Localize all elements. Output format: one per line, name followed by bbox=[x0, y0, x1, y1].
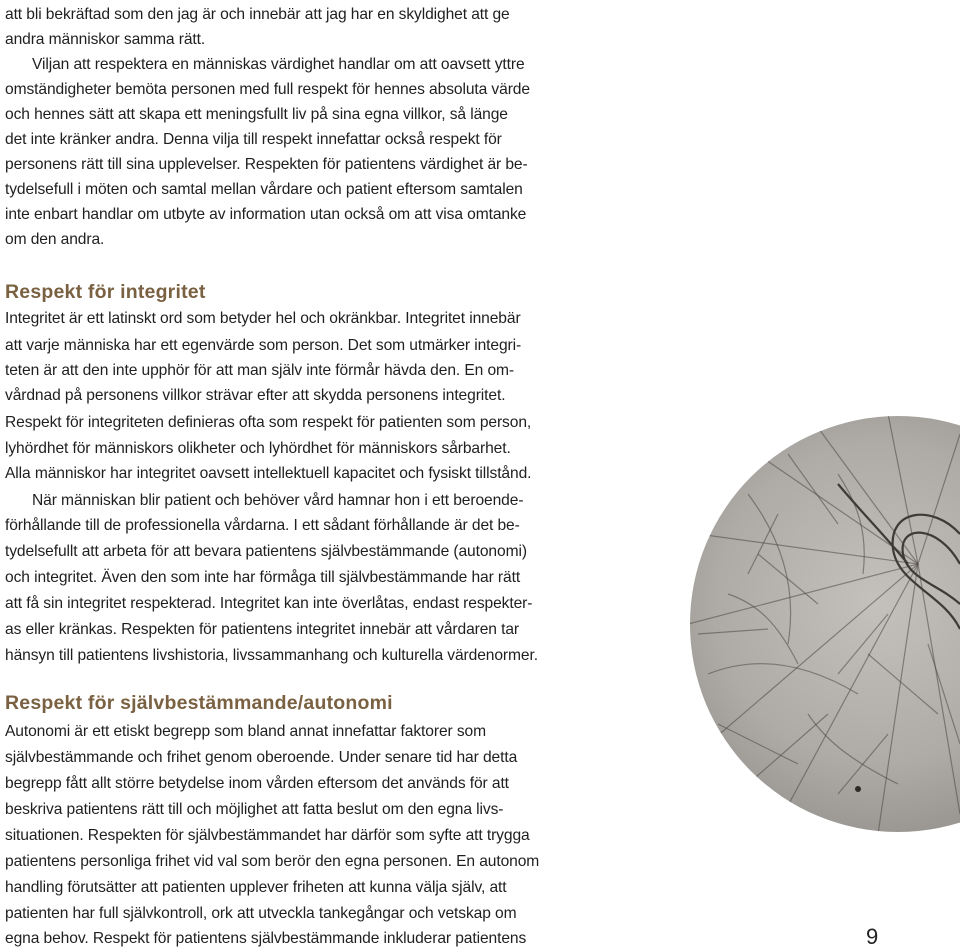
text-line: att varje människa har ett egenvärde som person. Det som utmärker integri- bbox=[5, 337, 522, 354]
text-line: hänsyn till patientens livshistoria, livssammanhang och kulturella värdenormer. bbox=[5, 647, 538, 664]
text-line: patientens personliga frihet vid val som berör den egna personen. En autonom bbox=[5, 853, 540, 870]
text-line: självbestämmande och frihet genom oberoende. Under senare tid har detta bbox=[5, 749, 518, 766]
text-line: om den andra. bbox=[5, 231, 105, 248]
text-line: det inte kränker andra. Denna vilja till respekt innefattar också respekt för bbox=[5, 131, 502, 148]
text-line: personens rätt till sina upplevelser. Respekten för patientens värdighet är be- bbox=[5, 156, 528, 173]
disc-shape bbox=[690, 416, 960, 832]
text-line: vårdnad på personens villkor strävar efter att skydda personens integritet. bbox=[5, 387, 506, 404]
text-line: När människan blir patient och behöver vård hamnar hon i ett beroende- bbox=[32, 492, 524, 509]
decorative-disc-illustration bbox=[688, 414, 960, 834]
text-line: förhållande till de professionella vårdarna. I ett sådant förhållande är det be- bbox=[5, 517, 520, 534]
dot-mark bbox=[855, 786, 861, 792]
text-line: andra människor samma rätt. bbox=[5, 31, 206, 48]
text-line: tydelsefull i möten och samtal mellan vårdare och patient eftersom samtalen bbox=[5, 181, 523, 198]
text-line: och integritet. Även den som inte har förmåga till självbestämmande har rätt bbox=[5, 569, 521, 586]
text-line: att bli bekräftad som den jag är och innebär att jag har en skyldighet att ge bbox=[5, 6, 510, 23]
text-line: Autonomi är ett etiskt begrepp som bland annat innefattar faktorer som bbox=[5, 723, 487, 740]
section-heading-autonomy: Respekt för självbestämmande/autonomi bbox=[5, 692, 393, 714]
text-line: patienten har full självkontroll, ork att utveckla tankegångar och vetskap om bbox=[5, 905, 517, 922]
text-line: beskriva patientens rätt till och möjlighet att fatta beslut om den egna livs- bbox=[5, 801, 504, 818]
text-line: handling förutsätter att patienten upplever friheten att kunna välja själv, att bbox=[5, 879, 507, 896]
text-line: as eller kränkas. Respekten för patientens integritet innebär att vårdaren tar bbox=[5, 621, 520, 638]
text-line: teten är att den inte upphör för att man själv inte förmår hävda den. En om- bbox=[5, 362, 515, 379]
text-line: lyhördhet för människors olikheter och lyhördhet för människors sårbarhet. bbox=[5, 440, 511, 457]
text-line: inte enbart handlar om utbyte av information utan också om att visa omtanke bbox=[5, 206, 527, 223]
text-line: situationen. Respekten för självbestämmandet har därför som syfte att trygga bbox=[5, 827, 530, 844]
text-line: att få sin integritet respekterad. Integritet kan inte överlåtas, endast respekter- bbox=[5, 595, 533, 612]
text-line: egna behov. Respekt för patientens självbestämmande inkluderar patientens bbox=[5, 930, 527, 947]
text-line: Integritet är ett latinskt ord som betyder hel och okränkbar. Integritet innebär bbox=[5, 310, 521, 327]
text-line: tydelsefullt att arbeta för att bevara patientens självbestämmande (autonomi) bbox=[5, 543, 527, 560]
text-line: Viljan att respektera en människas värdighet handlar om att oavsett yttre bbox=[32, 56, 525, 73]
page-number: 9 bbox=[866, 924, 879, 949]
text-line: Respekt för integriteten definieras ofta som respekt för patienten som person, bbox=[5, 414, 532, 431]
text-line: begrepp fått allt större betydelse inom vården eftersom det används för att bbox=[5, 775, 509, 792]
text-line: och hennes sätt att skapa ett meningsfullt liv på sina egna villkor, så länge bbox=[5, 106, 508, 123]
text-line: omständigheter bemöta personen med full respekt för hennes absoluta värde bbox=[5, 81, 530, 98]
text-line: Alla människor har integritet oavsett intellektuell kapacitet och fysiskt tillstånd. bbox=[5, 465, 532, 482]
section-heading-integrity: Respekt för integritet bbox=[5, 281, 206, 303]
